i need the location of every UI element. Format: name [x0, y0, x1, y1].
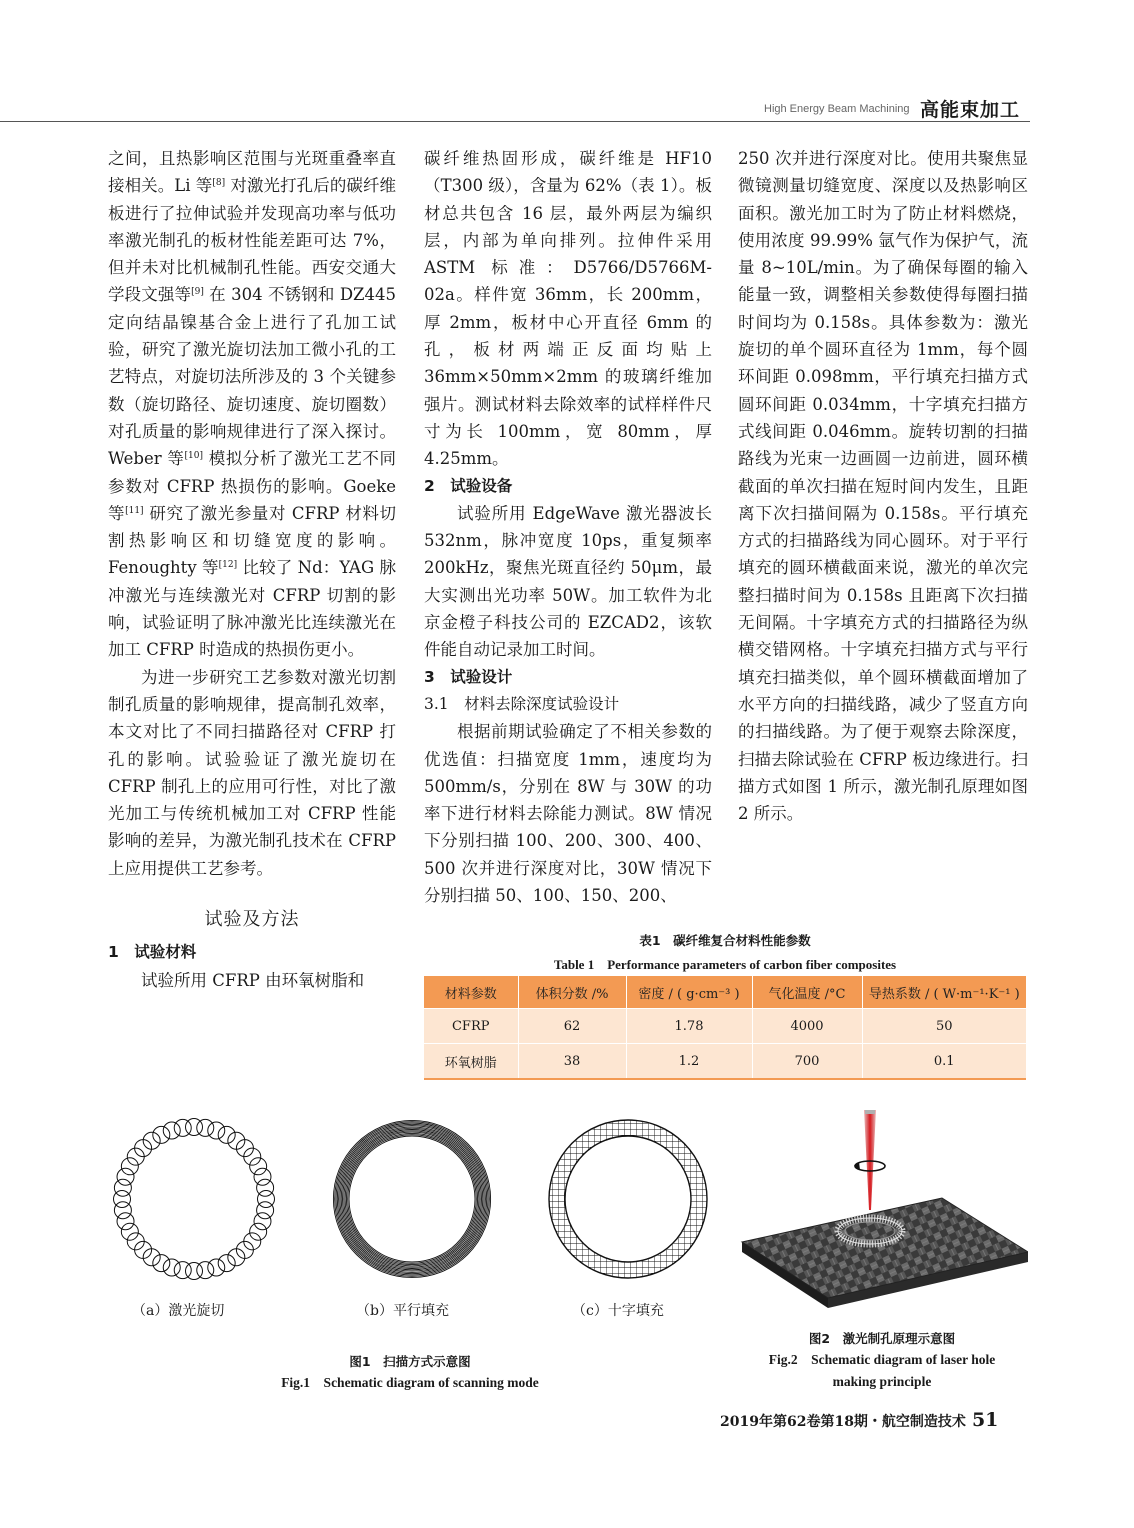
- heading-equipment: 2 试验设备: [424, 476, 513, 495]
- paragraph-design: 根据前期试验确定了不相关参数的优选值：扫描宽度 1mm，速度均为 500mm/s，分别在 8W 与 30W 的功率下进行材料去除能力测试。8W 情况下分别扫描 100、200、300、400、500 次并进行深度对比，30W 情况下分别扫描 50、100、150、200、: [424, 722, 712, 906]
- table-cell: 1.78: [626, 1009, 752, 1044]
- running-header-english: High Energy Beam Machining: [764, 103, 910, 115]
- figure-2-caption-cn: 图2 激光制孔原理示意图: [808, 1331, 956, 1346]
- citation: [11]: [125, 505, 144, 516]
- table-cell: 700: [752, 1044, 862, 1080]
- parallel-fill-diagram: [330, 1117, 494, 1281]
- table-header-row: [424, 976, 1026, 1009]
- citation: [12]: [218, 560, 238, 571]
- paragraph-materials-cont: 碳纤维热固形成，碳纤维是 HF10（T300 级），含量为 62%（表 1）。板材总共包含 16 层，最外两层为编织层，内部为单向排列。拉伸件采用 ASTM 标准：D5766/D5766M-02a。样件宽 36mm，长 200mm，厚 2mm，板材中心开直径 6mm 的孔，板材两端正反面均贴上 36mm×50mm×2mm 的玻璃纤维加强片。测试材料去除效率的试样样件尺寸为长 100mm，宽 80mm，厚 4.25mm。: [424, 149, 712, 469]
- table-header-cell: 气化温度 /°C: [752, 976, 862, 1009]
- header-rule: [0, 121, 1030, 122]
- section-title: 试验及方法: [204, 909, 300, 931]
- table-cell: 1.2: [626, 1044, 752, 1080]
- figure-2-caption-en-line1: Fig.2 Schematic diagram of laser hole: [768, 1352, 996, 1367]
- paragraph-design-cont: 250 次并进行深度对比。使用共聚焦显微镜测量切缝宽度、深度以及热影响区面积。激光加工时为了防止材料燃烧，使用浓度 99.99% 氩气作为保护气，流量 8~10L/min。为了确保每圈的输入能量一致，调整相关参数使得每圈扫描时间均为 0.158s。具体参数为：激光旋切的单个圆环直径为 1mm，每个圆环间距 0.098mm，平行填充扫描方式圆环间距 0.034mm，十字填充扫描方式线间距 0.046mm。旋转切割的扫描路线为光束一边画圆一边前进，圆环横截面的单次扫描在短时间内发生，且距离下次扫描间隔为 0.158s。平行填充方式的扫描路线为同心圆环。对于平行填充的圆环横截面来说，激光的单次完整扫描时间为 0.158s 且距离下次扫描无间隔。十字填充方式的扫描路径为纵横交错网格。十字填充扫描方式与平行填充扫描类似，单个圆环横截面增加了水平方向的扫描线路，减少了竖直方向的扫描线路。为了便于观察去除深度，扫描去除试验在 CFRP 板边缘进行。扫描方式如图 1 所示，激光制孔原理如图 2 所示。: [738, 149, 1028, 824]
- table-cell: 4000: [752, 1009, 862, 1044]
- subcaption-b: （b）平行填充: [356, 1303, 449, 1319]
- page-footer: [720, 1409, 998, 1431]
- paragraph-literature-review: 之间，且热影响区范围与光斑重叠率直接相关。Li 等[8] 对激光打孔后的碳纤维板进行了拉伸试验并发现高功率与低功率激光制孔的板材性能差距可达 7%，但并未对比机械制孔性能。西安交通大学段文强等[9] 在 304 不锈钢和 DZ445 定向结晶镍基合金上进行了孔加工试验，研究了激光旋切法加工微小孔的工艺特点，对旋切法所涉及的 3 个关键参数（旋切路径、旋切速度、旋切圈数）对孔质量的影响规律进行了深入探讨。Weber 等[10] 模拟分析了激光工艺不同参数对 CFRP 热损伤的影响。Goeke 等[11] 研究了激光参量对 CFRP 材料切割热影响区和切缝宽度的影响。Fenoughty 等[12] 比较了 Nd：YAG 脉冲激光与连续激光对 CFRP 切割的影响，试验证明了脉冲激光比连续激光在加工 CFRP 时造成的热损伤更小。: [108, 149, 397, 660]
- table-cell: CFRP: [424, 1009, 518, 1044]
- page-number: 51: [971, 1409, 999, 1431]
- table-cell: 38: [518, 1044, 626, 1080]
- figure-rotary-cutting: [112, 1117, 276, 1281]
- table-caption-cn: 表1 碳纤维复合材料性能参数: [639, 933, 811, 948]
- figure-parallel-fill: [330, 1117, 494, 1281]
- running-header-chinese: 高能束加工: [920, 99, 1021, 121]
- heading-materials: 1 试验材料: [108, 943, 197, 962]
- text-column-2: [424, 145, 712, 909]
- citation: [9]: [191, 287, 204, 298]
- table-cell: 0.1: [862, 1044, 1026, 1080]
- figure-cross-fill: [546, 1117, 710, 1281]
- paragraph-materials-start: 试验所用 CFRP 由环氧树脂和: [141, 970, 365, 990]
- table-cell: 62: [518, 1009, 626, 1044]
- table-caption-en: Table 1 Performance parameters of carbon fiber composites: [553, 957, 897, 972]
- cross-fill-diagram: [546, 1117, 710, 1281]
- text-column-3: [738, 145, 1028, 827]
- table-row: [424, 1044, 1026, 1080]
- table-header-cell: 密度 / ( g·cm⁻³ ): [626, 976, 752, 1009]
- properties-table: [424, 976, 1026, 1080]
- journal-info: 2019年第62卷第18期・航空制造技术: [720, 1414, 966, 1430]
- text-column-1: [108, 145, 396, 994]
- table-cell: 环氧树脂: [424, 1044, 518, 1080]
- table-cell: 50: [862, 1009, 1026, 1044]
- figure-1-caption-en: Fig.1 Schematic diagram of scanning mode: [281, 1375, 539, 1390]
- subcaption-a: （a）激光旋切: [132, 1303, 225, 1319]
- table-header-cell: 体积分数 /%: [518, 976, 626, 1009]
- paragraph-purpose: 为进一步研究工艺参数对激光切割制孔质量的影响规律，提高制孔效率，本文对比了不同扫描路径对 CFRP 打孔的影响。试验验证了激光旋切在 CFRP 制孔上的应用可行性，对比了激光加工与传统机械加工对 CFRP 性能影响的差异，为激光制孔技术在 CFRP 上应用提供工艺参考。: [108, 667, 396, 878]
- table-header-cell: 材料参数: [424, 976, 518, 1009]
- figure-1-caption-cn: 图1 扫描方式示意图: [349, 1354, 471, 1369]
- figure-2-caption-en-line2: making principle: [832, 1374, 932, 1389]
- rotary-cutting-diagram: [112, 1117, 276, 1281]
- table-row: [424, 1009, 1026, 1044]
- citation: [8]: [212, 178, 226, 189]
- table-header-cell: 导热系数 / ( W·m⁻¹·K⁻¹ ): [862, 976, 1026, 1009]
- heading-3-1: 3.1 材料去除深度试验设计: [424, 694, 620, 713]
- paragraph-equipment: 试验所用 EdgeWave 激光器波长 532nm，脉冲宽度 10ps，重复频率 200kHz，聚焦光斑直径约 50μm，最大实测出光功率 50W。加工软件为北京金橙子科技公司的 EZCAD2，该软件能自动记录加工时间。: [424, 503, 712, 660]
- laser-hole-principle-image: [736, 1110, 1028, 1310]
- heading-design: 3 试验设计: [424, 667, 513, 686]
- figure-laser-hole-principle: [736, 1110, 1028, 1314]
- subcaption-c: （c）十字填充: [572, 1303, 664, 1319]
- citation: [10]: [184, 451, 203, 462]
